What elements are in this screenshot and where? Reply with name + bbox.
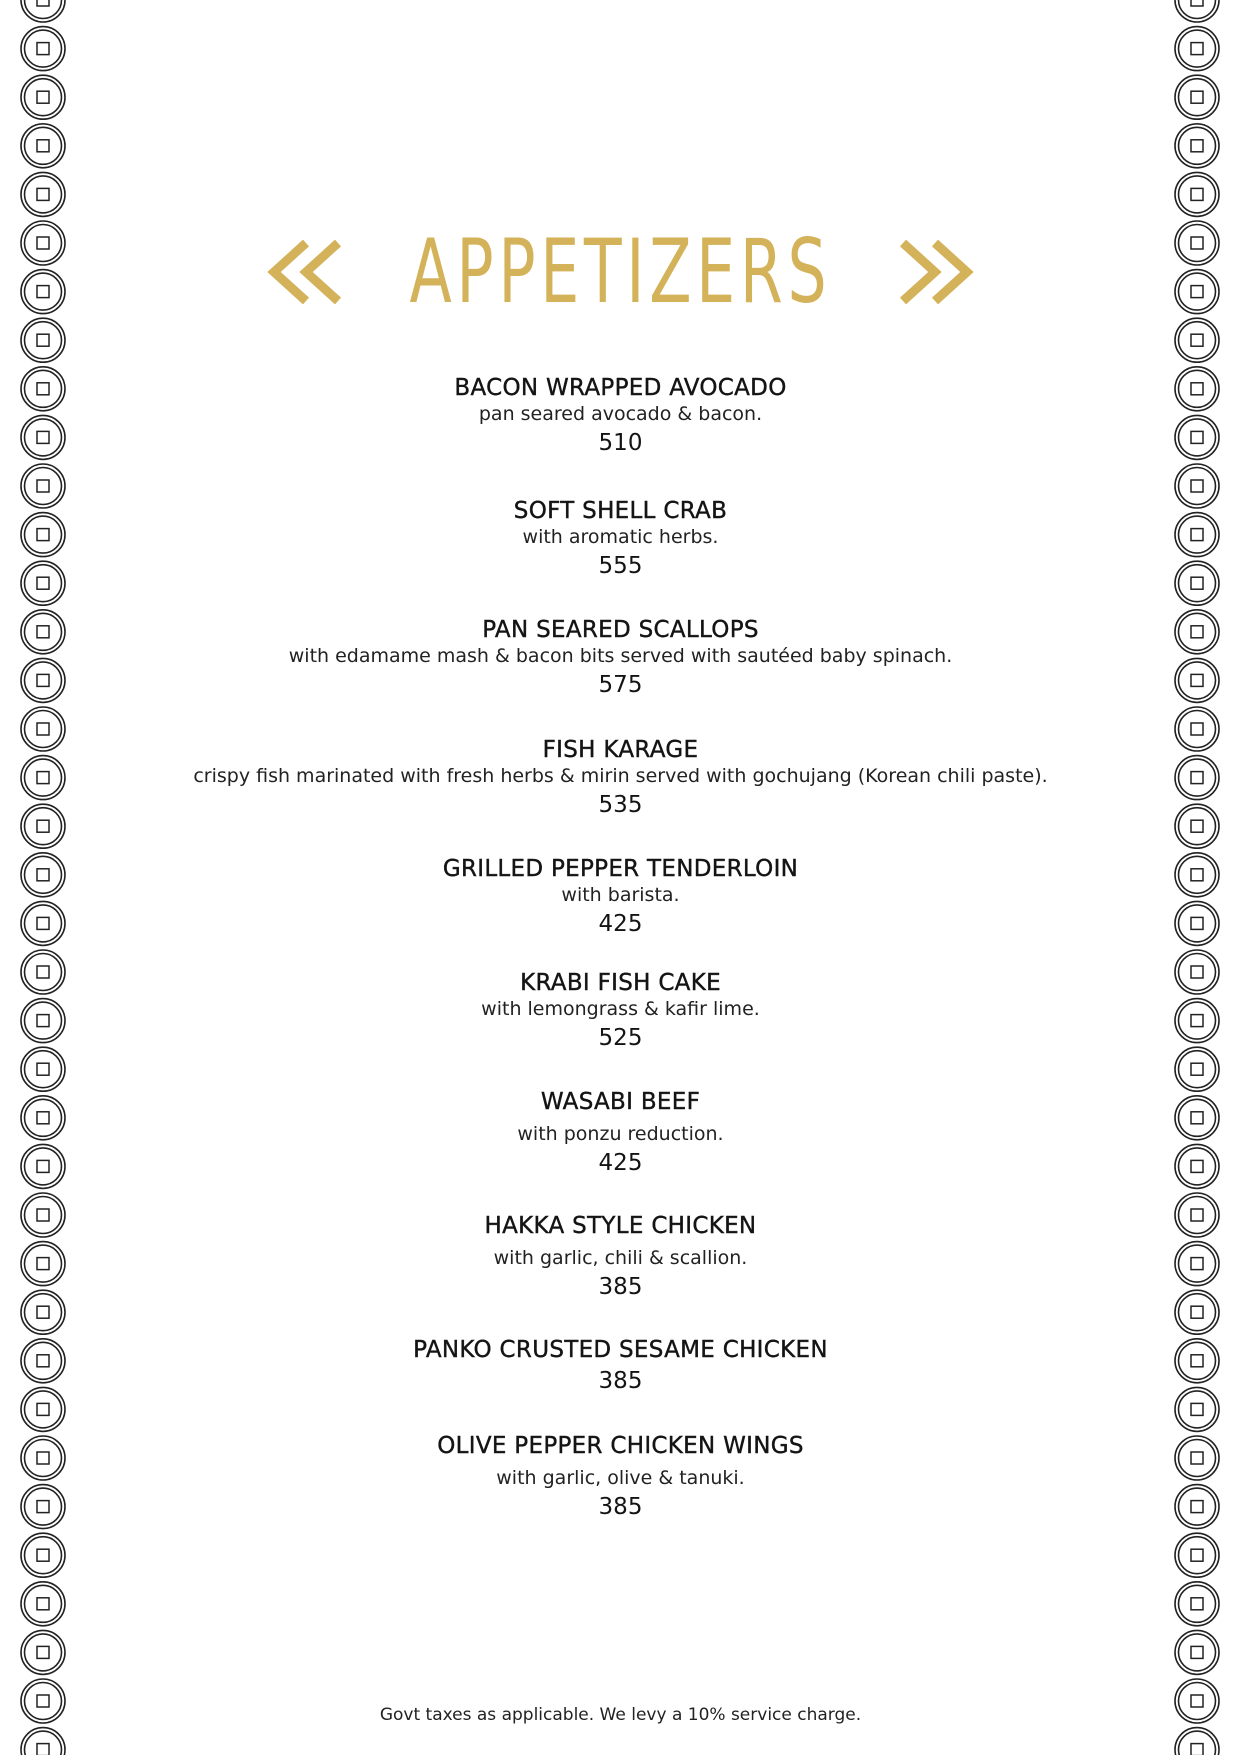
menu-item [0,736,1241,820]
ring-ornament-icon [21,1728,65,1755]
item-description: with barista. [561,884,680,906]
ring-ornament-icon [1175,27,1219,71]
item-description: with garlic, chili & scallion. [493,1247,748,1269]
item-price: 510 [598,430,643,456]
ring-ornament-icon [21,1630,65,1674]
item-name: BACON WRAPPED AVOCADO [454,375,787,401]
item-price: 555 [598,553,643,579]
ring-ornament-icon [1175,124,1219,168]
item-description: with lemongrass & kafir lime. [481,998,760,1020]
ring-ornament-icon [21,124,65,168]
ring-ornament-icon [21,1047,65,1091]
ring-ornament-icon [21,75,65,119]
menu-item [0,497,1241,581]
item-price: 385 [598,1494,643,1520]
ring-ornament-icon [1175,0,1219,22]
ring-ornament-icon [1175,1533,1219,1577]
ring-ornament-icon [21,172,65,216]
ring-ornament-icon [21,1533,65,1577]
item-price: 425 [598,1150,643,1176]
ring-ornament-icon [1175,1582,1219,1626]
double-chevron-right-icon [897,237,975,307]
item-description: with garlic, olive & tanuki. [496,1467,745,1489]
menu-item [0,969,1241,1053]
ring-ornament-icon [1175,1728,1219,1755]
menu-item [0,1212,1241,1302]
menu-item [0,1432,1241,1522]
item-name: SOFT SHELL CRAB [513,498,728,524]
item-description: with ponzu reduction. [517,1123,724,1145]
ring-ornament-icon [1175,318,1219,362]
item-price: 385 [598,1274,643,1300]
item-name: GRILLED PEPPER TENDERLOIN [442,856,799,882]
item-description: with edamame mash & bacon bits served with sautéed baby spinach. [288,645,953,667]
ring-ornament-icon [1175,1630,1219,1674]
item-price: 525 [598,1025,643,1051]
item-price: 535 [598,792,643,818]
item-name: WASABI BEEF [540,1089,701,1115]
ring-ornament-icon [1175,1047,1219,1091]
ring-ornament-icon [21,1582,65,1626]
item-price: 385 [598,1368,643,1394]
item-description: pan seared avocado & bacon. [478,403,763,425]
ring-ornament-icon [1175,172,1219,216]
menu-item [0,1088,1241,1178]
double-chevron-left-icon [266,237,344,307]
menu-header [0,220,1241,323]
page-title: APPETIZERS [409,220,832,323]
ring-ornament-icon [21,318,65,362]
menu-item [0,374,1241,458]
ring-ornament-icon [21,0,65,22]
item-price: 425 [598,911,643,937]
item-name: PANKO CRUSTED SESAME CHICKEN [413,1337,828,1363]
menu-item [0,1336,1241,1396]
item-price: 575 [598,672,643,698]
item-description: crispy fish marinated with fresh herbs & mirin served with gochujang (Korean chili paste). [193,765,1048,787]
menu-item [0,855,1241,939]
item-name: FISH KARAGE [542,737,699,763]
footer-note: Govt taxes as applicable. We levy a 10% service charge. [379,1705,862,1725]
item-name: HAKKA STYLE CHICKEN [484,1213,757,1239]
ring-ornament-icon [1175,75,1219,119]
item-name: PAN SEARED SCALLOPS [482,617,759,643]
menu-item [0,616,1241,700]
item-name: OLIVE PEPPER CHICKEN WINGS [437,1433,804,1459]
ring-ornament-icon [21,27,65,71]
item-description: with aromatic herbs. [522,526,719,548]
item-name: KRABI FISH CAKE [520,970,721,996]
